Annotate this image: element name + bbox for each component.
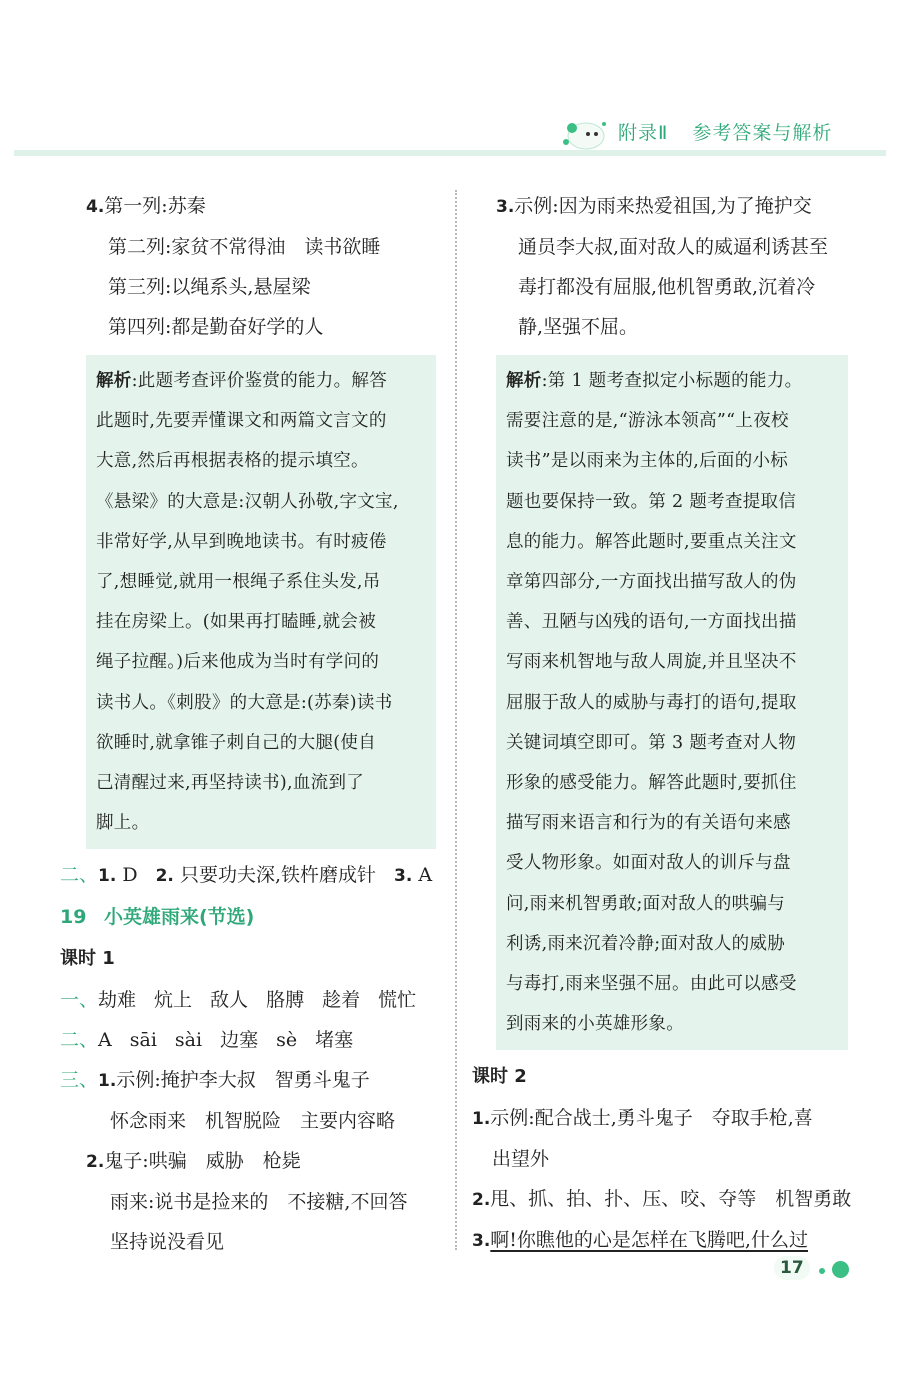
- p3-q2-line-3: 坚持说没看见: [110, 1231, 225, 1254]
- analysis-line: 读书人。《刺股》的大意是:(苏秦)读书: [96, 692, 393, 713]
- analysis-line: 题也要保持一致。第 2 题考查提取信: [506, 491, 797, 512]
- left-column: [60, 186, 436, 1262]
- analysis-box-left: 解析:此题考查评价鉴赏的能力。解答 此题时,先要弄懂课文和两篇文言文的 大意,然后再根据表格的提示填空。 《悬梁》的大意是:汉朝人孙敬,字文宝, 非常好学,从早到晚地读书。有时疲倦 了,想睡觉,就用一根绳子系住头发,吊 挂在房梁上。(如果再打瞌睡,就会被 绳子拉醒。)后来他成为当时有学问的 读书人。《刺股》的大意是:(苏秦)读书 欲睡时,就拿锥子刺自己的大腿(使自 己清醒过来,再坚持读书),血流到了 脚上。: [86, 355, 436, 849]
- p3-q1-line-2: 怀念雨来 机智脱险 主要内容略: [110, 1110, 396, 1133]
- analysis-line: 形象的感受能力。解答此题时,要抓住: [506, 773, 797, 794]
- analysis-line: 屈服于敌人的威胁与毒打的语句,提取: [506, 692, 797, 713]
- p3-q2-line-1: 2.鬼子:哄骗 威胁 枪毙: [86, 1150, 301, 1173]
- analysis-line: 到雨来的小英雄形象。: [506, 1014, 684, 1035]
- p3-q2-line-2: 雨来:说书是捡来的 不接糖,不回答: [110, 1191, 408, 1214]
- q4-line-4: 第四列:都是勤奋好学的人: [108, 316, 324, 338]
- analysis-line: 需要注意的是,“游泳本领高”“上夜校: [506, 411, 789, 432]
- lesson-period-2: 课时 2: [472, 1066, 527, 1088]
- q3-line-1: 3.示例:因为雨来热爱祖国,为了掩护交: [496, 195, 812, 217]
- analysis-label: 解析: [506, 371, 542, 391]
- q4-line-1: 4.第一列:苏秦: [86, 195, 206, 217]
- analysis-line: 问,雨来机智勇敢;面对敌人的哄骗与: [506, 893, 786, 914]
- analysis-line: 欲睡时,就拿锥子刺自己的大腿(使自: [96, 732, 376, 753]
- mascot-icon: [560, 116, 610, 152]
- p1-answers: 一、劫难 炕上 敌人 胳膊 趁着 慌忙: [60, 989, 417, 1012]
- analysis-line: 挂在房梁上。(如果再打瞌睡,就会被: [96, 612, 376, 633]
- analysis-line: 受人物形象。如面对敌人的训斥与盘: [506, 853, 791, 874]
- analysis-line: 章第四部分,一方面找出描写敌人的伪: [506, 572, 797, 593]
- q3-line-4: 静,坚强不屈。: [518, 316, 639, 338]
- column-divider: [455, 190, 457, 1250]
- page-dot-small: [819, 1268, 825, 1274]
- right-column: [472, 186, 852, 1261]
- analysis-box-right: 解析:第 1 题考查拟定小标题的能力。 需要注意的是,“游泳本领高”“上夜校 读书”是以雨来为主体的,后面的小标 题也要保持一致。第 2 题考查提取信 息的能力。解答此题时,要重点关注文 章第四部分,一方面找出描写敌人的伪 善、丑陋与凶残的语句,一方面找出描 写雨来机智地与敌人周旋,并且坚决不 屈服于敌人的威胁与毒打的语句,提取 关键词填空即可。第 3 题考查对人物 形象的感受能力。解答此题时,要抓住 描写雨来语言和行为的有关语句来感 受人物形象。如面对敌人的训斥与盘 问,雨来机智勇敢;面对敌人的哄骗与 利诱,雨来沉着冷静;面对敌人的威胁 与毒打,雨来坚强不屈。由此可以感受 到雨来的小英雄形象。: [496, 355, 848, 1050]
- header-band: [14, 150, 886, 156]
- analysis-line: 与毒打,雨来坚强不屈。由此可以感受: [506, 974, 797, 995]
- analysis-label: 解析: [96, 371, 132, 391]
- p2-answers: 二、A sāi sài 边塞 sè 堵塞: [60, 1029, 354, 1052]
- analysis-line: 大意,然后再根据表格的提示填空。: [96, 451, 369, 472]
- q3-line-3: 毒打都没有屈服,他机智勇敢,沉着冷: [518, 276, 816, 298]
- q4-line-2: 第二列:家贫不常得油 读书欲睡: [108, 236, 381, 258]
- lesson-title: 19 小英雄雨来(节选): [60, 906, 255, 929]
- analysis-line: 读书”是以雨来为主体的,后面的小标: [506, 451, 789, 472]
- k2-q1-line-1: 1.示例:配合战士,勇斗鬼子 夺取手枪,喜: [472, 1107, 813, 1130]
- lesson-period-1: 课时 1: [60, 948, 115, 970]
- analysis-line: 了,想睡觉,就用一根绳子系住头发,吊: [96, 572, 381, 593]
- q3-line-2: 通员李大叔,面对敌人的威逼利诱甚至: [518, 236, 829, 258]
- analysis-line: 息的能力。解答此题时,要重点关注文: [506, 531, 797, 552]
- analysis-line: 脚上。: [96, 813, 150, 834]
- analysis-line: 《悬梁》的大意是:汉朝人孙敬,字文宝,: [96, 491, 399, 512]
- section-title: 参考答案与解析: [692, 122, 833, 144]
- part2-answers: 二、1. D 2. 只要功夫深,铁杵磨成针 3. A: [60, 864, 433, 887]
- analysis-line: 非常好学,从早到晚地读书。有时疲倦: [96, 531, 387, 552]
- analysis-line: 写雨来机智地与敌人周旋,并且坚决不: [506, 652, 797, 673]
- page-number: 17: [774, 1256, 810, 1280]
- q4-line-3: 第三列:以绳系头,悬屋梁: [108, 276, 311, 298]
- page-dot-large: [832, 1261, 849, 1278]
- header-title: [618, 118, 832, 145]
- analysis-line: 善、丑陋与凶残的语句,一方面找出描: [506, 612, 797, 633]
- analysis-line: 关键词填空即可。第 3 题考查对人物: [506, 732, 797, 753]
- analysis-line: 描写雨来语言和行为的有关语句来感: [506, 813, 791, 834]
- k2-q3: 3.啊!你瞧他的心是怎样在飞腾吧,什么过: [472, 1229, 808, 1252]
- analysis-line: 己清醒过来,再坚持读书),血流到了: [96, 773, 365, 794]
- k2-q1-line-2: 出望外: [492, 1148, 550, 1171]
- analysis-line: 此题时,先要弄懂课文和两篇文言文的: [96, 411, 387, 432]
- appendix-label: 附录Ⅱ: [618, 122, 669, 144]
- p3-q1-line-1: 三、1.示例:掩护李大叔 智勇斗鬼子: [60, 1069, 370, 1092]
- k2-q2: 2.甩、抓、拍、扑、压、咬、夺等 机智勇敢: [472, 1188, 852, 1211]
- analysis-line: 绳子拉醒。)后来他成为当时有学问的: [96, 652, 380, 673]
- analysis-line: 利诱,雨来沉着冷静;面对敌人的威胁: [506, 933, 786, 954]
